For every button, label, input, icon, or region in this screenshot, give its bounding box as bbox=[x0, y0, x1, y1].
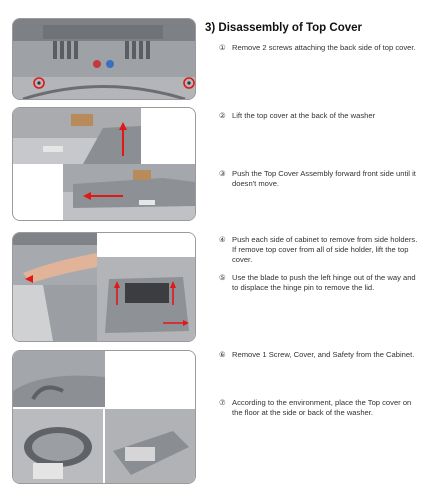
step-6 bbox=[219, 350, 419, 360]
step-3-number: ③ bbox=[219, 169, 226, 178]
step-4 bbox=[219, 235, 419, 265]
step-2 bbox=[219, 111, 419, 121]
step-7 bbox=[219, 398, 419, 418]
photo-remove-safety-place-cover bbox=[12, 350, 196, 484]
step-3-text: Push the Top Cover Assembly forward front side until it doesn't move. bbox=[232, 169, 416, 188]
photo-side-holders-hinge bbox=[12, 232, 196, 342]
step-1-text: Remove 2 screws attaching the back side of top cover. bbox=[232, 43, 416, 52]
step-1-number: ① bbox=[219, 43, 226, 52]
step-5-text: Use the blade to push the left hinge out of the way and to displace the hinge pin to remove the lid. bbox=[232, 273, 416, 292]
photo-rear-screws bbox=[12, 18, 196, 100]
step-2-text: Lift the top cover at the back of the washer bbox=[232, 111, 376, 120]
step-4-text: Push each side of cabinet to remove from side holders. If remove top cover from all of side holder, lift the top cover. bbox=[232, 235, 418, 264]
step-4-number: ④ bbox=[219, 235, 226, 244]
section-title: 3) Disassembly of Top Cover bbox=[205, 22, 362, 34]
step-5 bbox=[219, 273, 419, 293]
side-holder-illustration bbox=[13, 233, 195, 341]
step-5-number: ⑤ bbox=[219, 273, 226, 282]
step-2-number: ② bbox=[219, 111, 226, 120]
lift-push-illustration bbox=[13, 108, 195, 220]
step-7-number: ⑦ bbox=[219, 398, 226, 407]
photo-lift-and-push bbox=[12, 107, 196, 221]
rear-panel-illustration bbox=[13, 19, 195, 99]
step-6-text: Remove 1 Screw, Cover, and Safety from the Cabinet. bbox=[232, 350, 415, 359]
step-1 bbox=[219, 43, 419, 53]
step-3 bbox=[219, 169, 419, 189]
step-7-text: According to the environment, place the Top cover on the floor at the side or back of the washer. bbox=[232, 398, 412, 417]
cover-removal-illustration bbox=[13, 351, 195, 483]
step-6-number: ⑥ bbox=[219, 350, 226, 359]
